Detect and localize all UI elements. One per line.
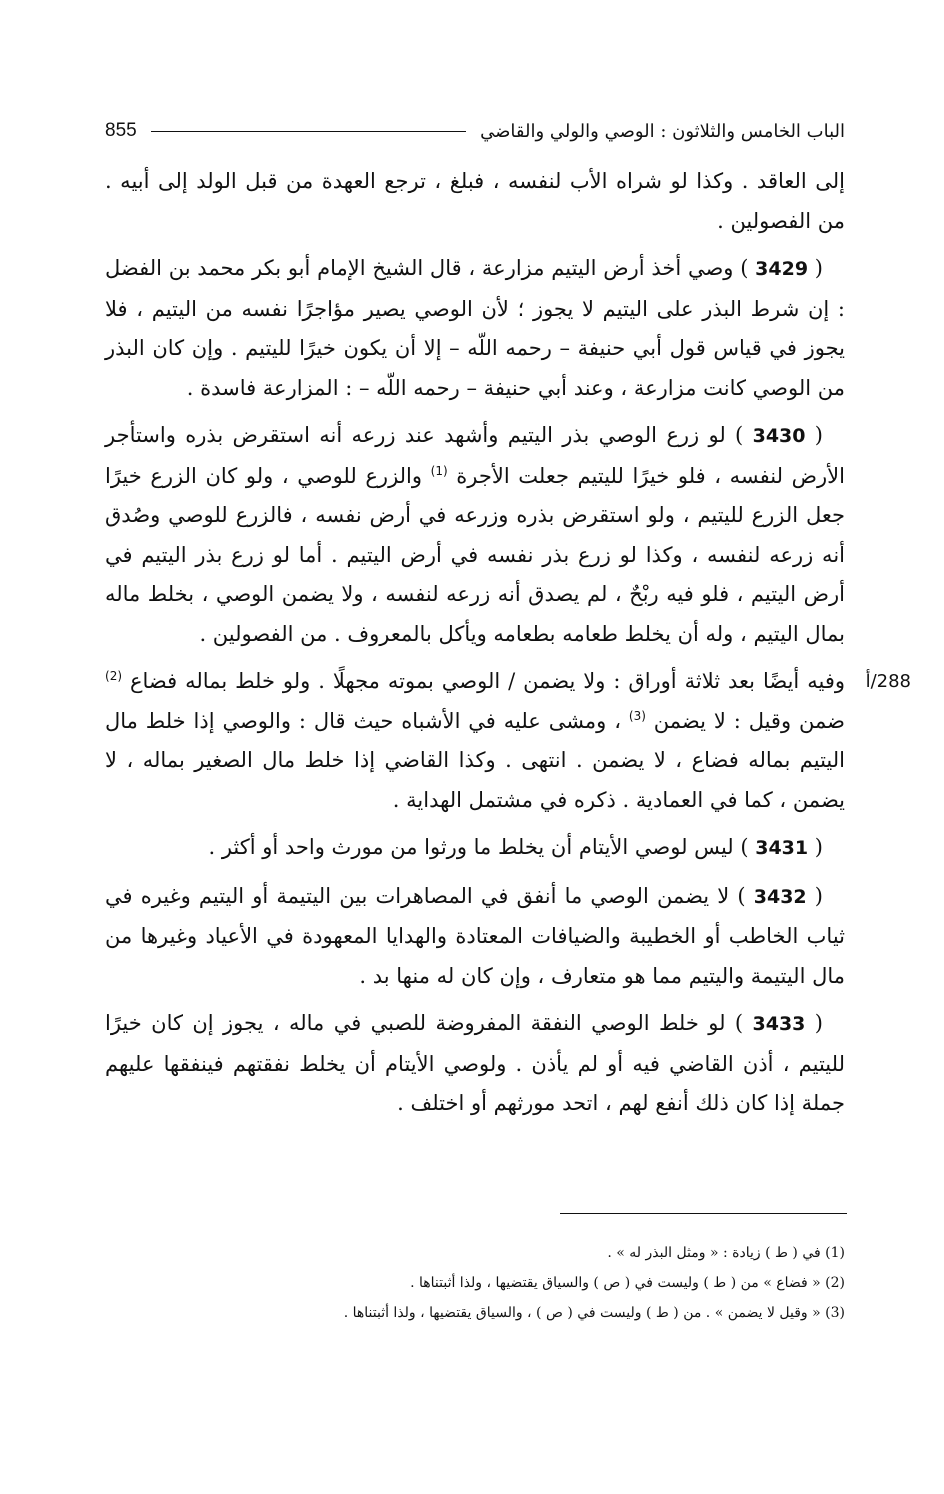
running-header: [105, 116, 845, 146]
entry-3432: ( 3432 ) لا يضمن الوصي ما أنفق في المصاهرات بين اليتيمة أو اليتيم وغيره في ثياب الخاطب أو الخطيبة والضيافات المعتادة والهدايا المعهودة في الأعياد وغيرها من مال اليتيمة واليتيم مما هو متعارف ، وإن كان له منها بد .: [105, 883, 845, 988]
entry-number: 3430: [752, 425, 806, 447]
footnote-ref-1: (1): [430, 463, 448, 478]
chapter-title: الباب الخامس والثلاثون : الوصي والولي والقاضي: [480, 120, 845, 142]
entry-number: 3431: [755, 837, 809, 859]
entry-number: 3432: [753, 885, 807, 908]
footnote-1: (1) في ( ط ) زيادة : « ومثل البذر له » .: [607, 1245, 845, 1261]
footnote-ref-2: (2): [105, 669, 123, 683]
paragraph-continuation: إلى العاقد . وكذا لو شراه الأب لنفسه ، فبلغ ، ترجع العهدة من قبل الولد إلى أبيه . من الفصولين .: [105, 169, 845, 233]
entry-number: 3429: [755, 258, 809, 280]
footnotes: [105, 1238, 845, 1328]
footnote-ref-3: (3): [628, 708, 646, 723]
footnote-3: (3) « وقيل لا يضمن » . من ( ط ) وليست في ( ص ) ، والسياق يقتضيها ، ولذا أثبتناها .: [343, 1305, 845, 1321]
footnote-2: (2) « فضاع » من ( ط ) وليست في ( ص ) والسياق يقتضيها ، ولذا أثبتناها .: [410, 1275, 845, 1291]
entry-3433: ( 3433 ) لو خلط الوصي النفقة المفروضة للصبي في ماله ، يجوز إن كان خيرًا لليتيم ، أذن القاضي فيه أو لم يأذن . ولوصي الأيتام أن يخلط نفقتهم فينفقها عليهم جملة إذا كان ذلك أنفع لهم ، اتحد مورثهم أو اختلف .: [105, 1011, 845, 1115]
main-text: [105, 162, 911, 1132]
entry-number: 3433: [752, 1013, 806, 1035]
page-number: 855: [105, 120, 137, 141]
margin-folio-note: 288/أ: [865, 671, 911, 692]
footnote-divider: [560, 1213, 847, 1214]
entry-3431: ( 3431 ) ليس لوصي الأيتام أن يخلط ما ورثوا من مورث واحد أو أكثر .: [208, 835, 823, 859]
entry-3430: ( 3430 ) لو زرع الوصي بذر اليتيم وأشهد عند زرعه أنه استقرض بذره واستأجر الأرض لنفسه ، فلو خيرًا لليتيم جعلت الأجرة $^{(1)}$ والزرع للوصي ، ولو كان الزرع خيرًا جعل الزرع لليتيم ، ولو استقرض بذره وزرعه في أرض نفسه ، فالزرع للوصي وصُدق أنه زرعه لنفسه ، وكذا لو زرع بذر نفسه في أرض اليتيم . أما لو زرع بذر اليتيم في أرض اليتيم ، فلو فيه ربْحٌ ، لم يصدق أنه زرعه لنفسه ، ولا يضمن الوصي ، بخلط ماله بمال اليتيم ، وله أن يخلط طعامه بطعامه ويأكل بالمعروف . من الفصولين .: [105, 423, 845, 646]
entry-3429: ( 3429 ) وصي أخذ أرض اليتيم مزارعة ، قال الشيخ الإمام أبو بكر محمد بن الفضل : إن شرط البذر على اليتيم لا يجوز ؛ لأن الوصي يصير مؤاجرًا نفسه من اليتيم ، فلا يجوز في قياس قول أبي حنيفة – رحمه اللّه – إلا أن يكون خيرًا لليتيم . وإن كان البذر من الوصي كانت مزارعة ، وعند أبي حنيفة – رحمه اللّه – : المزارعة فاسدة .: [105, 256, 845, 400]
header-rule: [151, 131, 466, 132]
paragraph-folio-288: 288/أ وفيه أيضًا بعد ثلاثة أوراق : ولا يضمن / الوصي بموته مجهلًا . ولو خلط بماله فضاع $^{(2)}$ ضمن وقيل : لا يضمن $^{(3)}$ ، ومشى عليه في الأشباه حيث قال : والوصي إذا خلط مال اليتيم بماله فضاع ، لا يضمن . انتهى . وكذا القاضي إذا خلط مال الصغير بماله ، لا يضمن ، كما في العمادية . ذكره في مشتمل الهداية .: [105, 662, 845, 820]
